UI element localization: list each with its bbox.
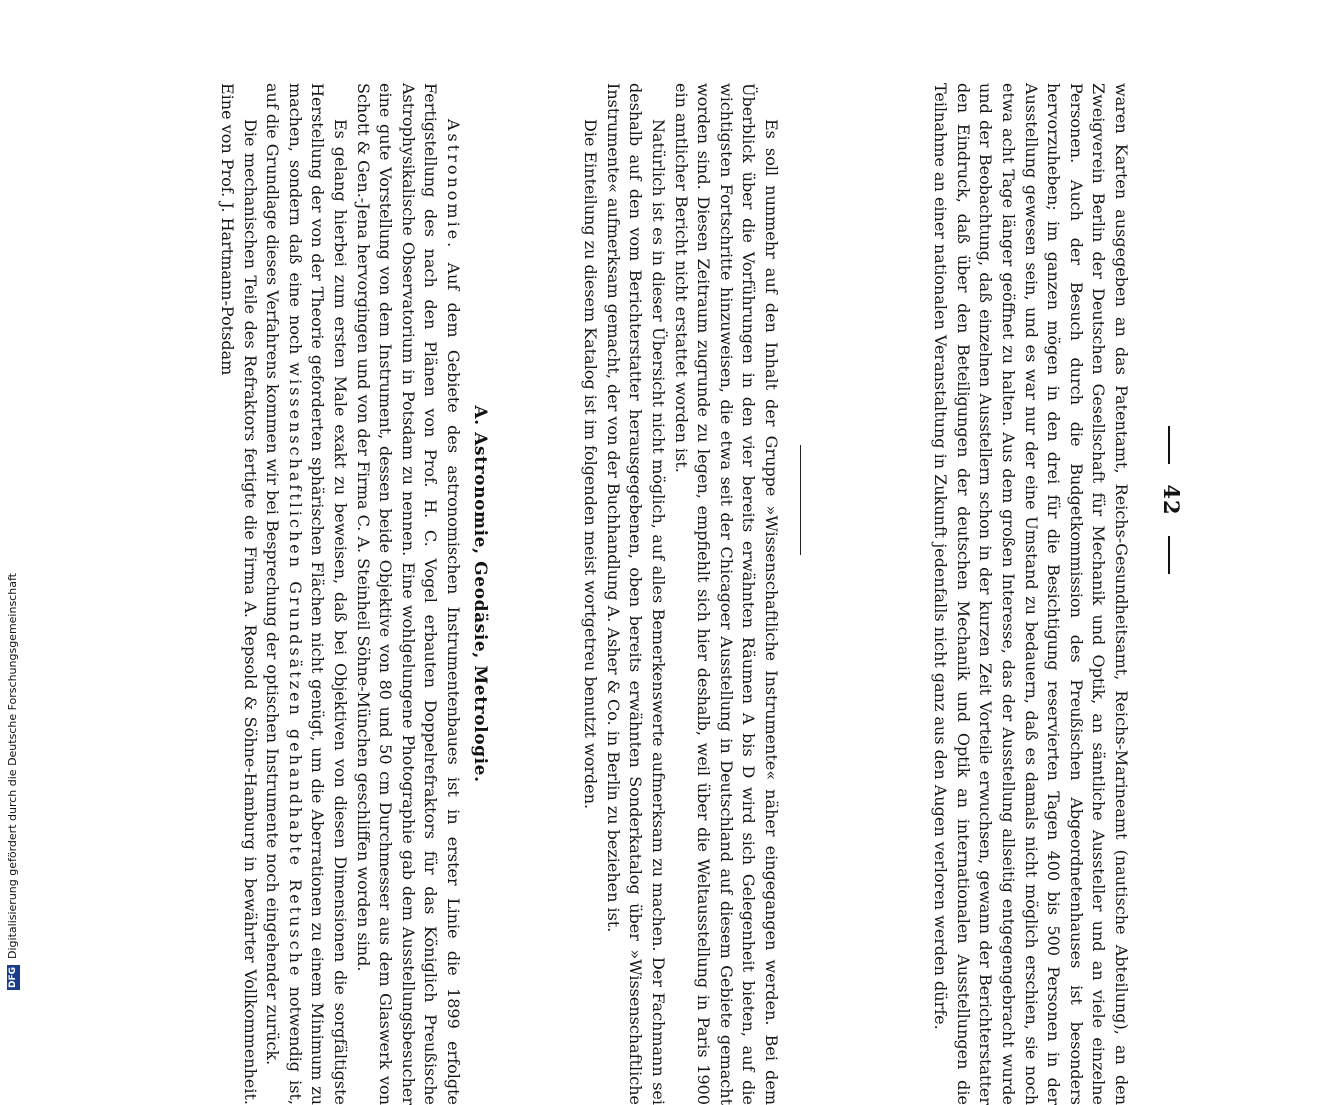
section-heading: A. Astronomie, Geodäsie, Metrologie. [470, 405, 490, 783]
emphasis-spaced: wissenschaftlichen Grundsätzen gehandhabte Retusche [285, 362, 305, 979]
paragraph-text: Die mechanischen Teile des Refraktors fertigte die Firma A. Repsold & Söhne-Hamburg in bewährter Vollkommenheit. Eine von Prof. J. Hartmann-Potsdam [218, 83, 260, 1105]
dfg-logo: DFG [7, 966, 18, 988]
page-number-dash-right [1169, 536, 1171, 574]
paragraph-scientific-instruments [579, 83, 782, 1105]
paragraph-text: waren Karten ausgegeben an das Patentamt, Reichs-Gesundheitsamt, Reichs-Marineamt (nautische Abteilung), an den Zweigverein Berlin der Deutschen Gesellschaft für Mechanik und Optik, an sämtliche Aussteller und an viele einzelne Personen. Auch der Besuch durch die Budgetkommission des Preußischen Abgeordnetenhauses ist besonders hervorzuheben; im ganzen mögen in den drei für die Besichtigung reservierten Tagen 400 bis 500 Personen in der Ausstellung gewesen sein, und es war nur der eine Umstand zu bedauern, daß es damals nicht möglich erschien, sie noch etwa acht Tage länger geöffnet zu halten. Aus dem großen Interesse, das der Ausstellung allseitig entgegengebracht wurde und der Beobachtung, daß einzelnen Ausstellern schon in der kurzen Zeit Vorteile erwuchsen, gewann der Berichterstatter den Eindruck, daß über den Beteiligungen der deutschen Mechanik und Optik an internationalen Ausstellungen die Teilnahme an einer nationalen Veranstaltung in Zukunft jedenfalls nicht ganz aus den Augen verloren werden dürfe. [931, 83, 1131, 1105]
section-divider [800, 445, 801, 555]
paragraph-text [351, 83, 464, 1105]
page-number [1159, 0, 1184, 1000]
page-number-dash-left [1169, 426, 1171, 464]
paragraph-body: Auf dem Gebiete des astronomischen Instrumentenbaues ist in erster Linie die 1899 erfolgte Fertigstellung des nach den Plänen von Prof. H. C. Vogel erbauten Doppelrefraktors für das Königlich Preußische Astrophysikalische Observatorium in Potsdam zu nennen. Eine wohlgelungene Photographie gab dem Ausstellungsbesucher eine gute Vorstellung von dem Instrument, dessen beide Objektive von 80 und 50 cm Durchmesser aus dem Glaswerk von Schott & Gen.-Jena hervorgingen und von der Firma C. A. Steinheil Söhne-München geschliffen worden sind. [353, 83, 463, 1105]
digitization-credit-line [2, 0, 24, 1000]
paragraph-text [261, 83, 351, 1105]
paragraph-body: Es gelang hierbei zum ersten Male exakt zu beweisen, daß bei Objektiven von diesen Dimensionen die sorgfältigste Herstellung der von der Theorie geforderten sphärischen Flächen nicht genügt, um die Aberrationen zu einem Minimum zu machen, sondern daß eine noch [285, 83, 351, 1105]
paragraph-text: Es soll nunmehr auf den Inhalt der Gruppe »Wissenschaftliche Instrumente« näher eingegangen werden. Bei dem Überblick über die Vorführungen in den vier bereits erwähnten Räumen A bis D wird sich Gelegenheit bieten, auf die wichtigsten Fortschritte hinzuweisen, die etwa seit der Chicagoer Ausstellung in Deutschland auf diesem Gebiete gemacht worden sind. Diesen Zeitraum zugrunde zu legen, empfiehlt sich hier deshalb, weil über die Weltausstellung in Paris 1900 ein amtlicher Bericht nicht erstattet worden ist. [671, 83, 781, 1105]
page-number-text: 42 [1159, 484, 1184, 516]
paragraph-text: Natürlich ist es in dieser Übersicht nicht möglich, auf alles Bemerkenswerte aufmerksam zu machen. Der Fachmann sei deshalb auf den vom Berichterstatter herausgegebenen, oben bereits erwähnten Sonderkatalog über »Wissenschaftliche Instrumente« aufmerksam gemacht, der von der Buchhandlung A. Asher & Co. in Berlin zu beziehen ist. [603, 83, 669, 1105]
paragraph-exhibition-visitors [929, 83, 1132, 1105]
paragraph-lead: Astronomie. [444, 119, 463, 251]
paragraph-text: Die Einteilung zu diesem Katalog ist im folgenden meist wortgetreu benutzt worden. [581, 119, 601, 810]
paragraph-astronomy [215, 83, 464, 1105]
paragraph-body: notwendig ist, auf die Grundlage dieses Verfahrens kommen wir bei Besprechung der optischen Instrumente noch eingehender zurück. [263, 83, 305, 1105]
credit-text: Digitalisierung gefördert durch die Deutsche Forschungsgemeinschaft [6, 573, 19, 959]
digitization-credit [0, 0, 20, 1000]
